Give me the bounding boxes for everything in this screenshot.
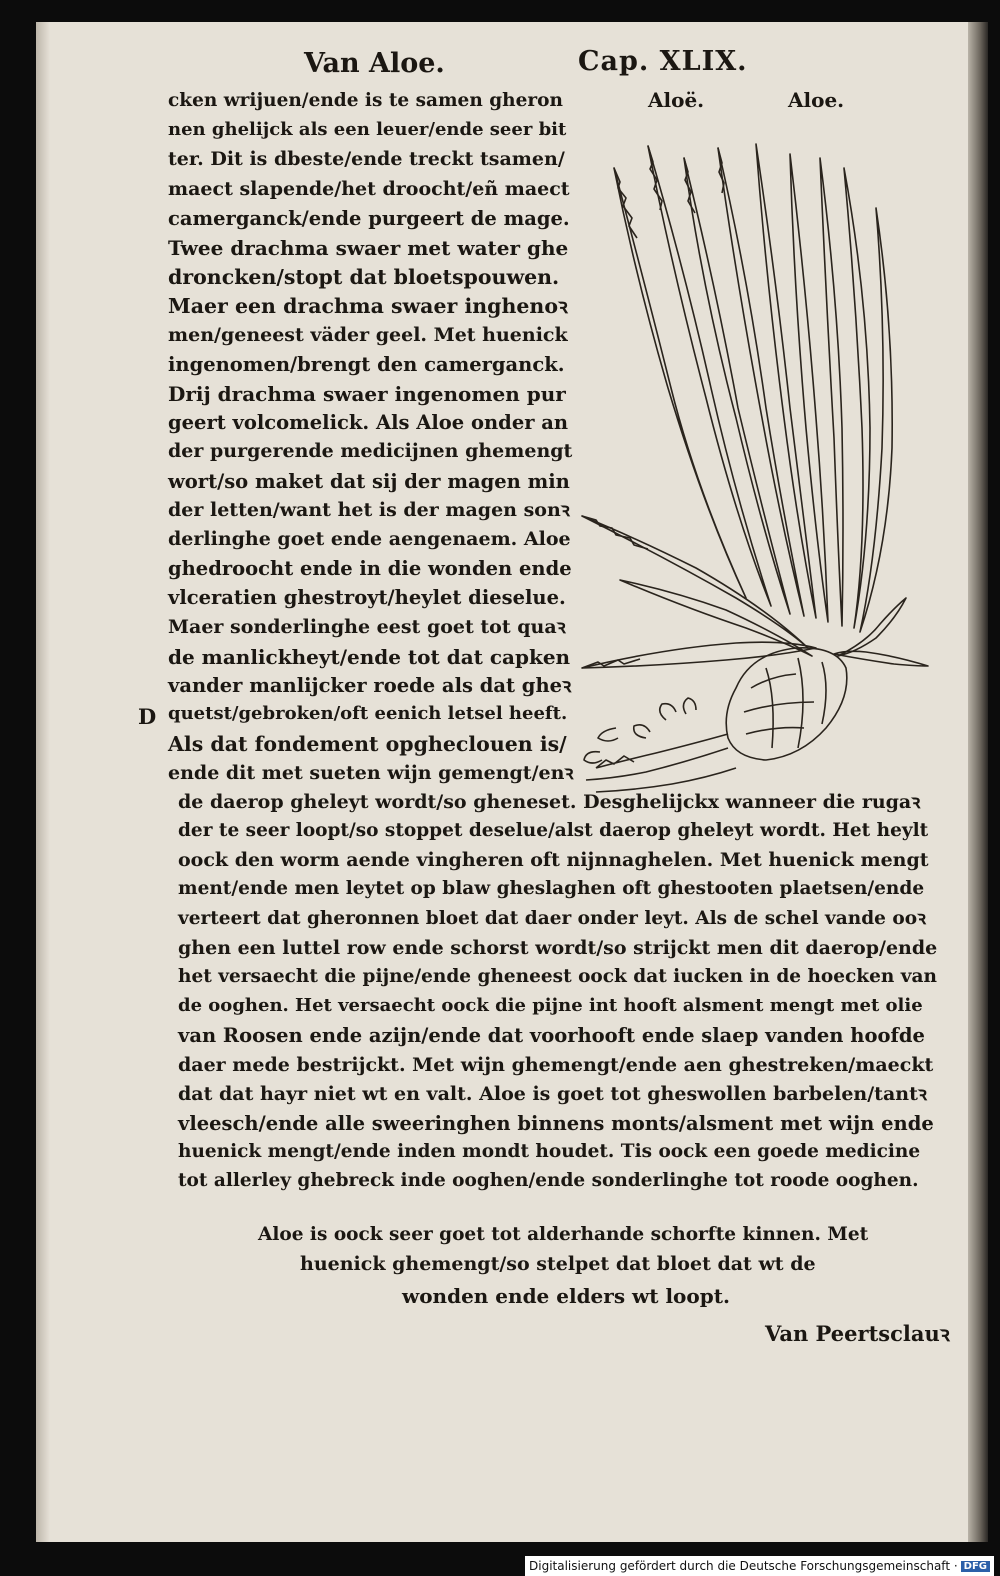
text-line: dat dat hayr niet wt en valt. Aloe is goet tot gheswollen barbelen/tantꝛ [178,1082,927,1105]
text-line: maect slapende/het droocht/eñ maect [168,177,570,200]
dfg-logo: DFG [961,1561,990,1572]
text-line: wort/so maket dat sij der magen min [168,469,570,493]
text-line: de daerop gheleyt wordt/so gheneset. Desghelijckx wanneer die rugaꝛ [178,790,921,813]
text-line: wonden ende elders wt loopt. [402,1284,730,1308]
text-line: vander manlijcker roede als dat gheꝛ [168,674,572,697]
text-line: Maer sonderlinghe eest goet tot quaꝛ [168,615,566,638]
chapter-number: Cap. XLIX. [578,46,748,77]
text-line: de manlickheyt/ende tot dat capken [168,644,571,669]
text-line: huenick ghemengt/so stelpet dat bloet dat wt de [300,1253,816,1275]
text-line: der te seer loopt/so stoppet deselue/alst daerop gheleyt wordt. Het heylt [178,820,929,841]
catchword: Van Peertsclauꝛ [765,1321,950,1346]
text-line: ment/ende men leytet op blaw gheslaghen oft ghestooten plaetsen/ende [178,878,925,900]
text-line: Maer een drachma swaer inghenoꝛ [168,294,568,319]
footer-text: Digitalisierung gefördert durch die Deutsche Forschungsgemeinschaft · [529,1559,958,1573]
text-line: de ooghen. Het versaecht oock die pijne int hooft alsment mengt met olie [178,995,923,1017]
text-line: camerganck/ende purgeert de mage. [168,206,570,230]
text-line: quetst/gebroken/oft eenich letsel heeft. [168,703,568,725]
aloe-illustration [576,128,956,800]
text-line: vleesch/ende alle sweeringhen binnens monts/alsment met wijn ende [178,1112,934,1135]
text-line: Twee drachma swaer met water ghe [168,236,569,260]
text-line: huenick mengt/ende inden mondt houdet. Tis oock een goede medicine [178,1141,921,1163]
page-edge [968,22,988,1542]
text-line: ghen een luttel row ende schorst wordt/so strijckt men dit daerop/ende [178,936,938,959]
text-line: het versaecht die pijne/ende gheneest oock dat iucken in de hoecken van [178,966,937,987]
text-line: vlceratien ghestroyt/heylet dieselue. [168,586,566,610]
text-line: Als dat fondement opgheclouen is/ [168,732,567,757]
text-line: Drij drachma swaer ingenomen pur [168,382,566,406]
text-line: nen ghelijck als een leuer/ende seer bit [168,119,567,141]
text-line: ter. Dit is dbeste/ende treckt tsamen/ [168,148,565,171]
text-line: daer mede bestrijckt. Met wijn ghemengt/ende aen ghestreken/maeckt [178,1053,934,1076]
marginal-letter: D [138,704,157,729]
text-line: tot allerley ghebreck inde ooghen/ende sonderlinghe tot roode ooghen. [178,1170,919,1192]
text-line: ingenomen/brengt den camerganck. [168,352,565,376]
text-line: geert volcomelick. Als Aloe onder an [168,411,569,435]
digitization-footer [525,1556,994,1576]
page-gutter-shadow [36,22,50,1542]
text-line: ghedroocht ende in die wonden ende [168,557,572,581]
text-line: droncken/stopt dat bloetspouwen. [168,265,560,290]
text-line: van Roosen ende azijn/ende dat voorhooft ende slaep vanden hoofde [178,1024,925,1048]
text-line: cken wrijuen/ende is te samen gheron [168,90,563,111]
text-line: men/geneest väder geel. Met huenick [168,323,568,346]
text-line: ende dit met sueten wijn gemengt/enꝛ [168,761,574,784]
text-line: oock den worm aende vingheren oft nijnnaghelen. Met huenick mengt [178,849,929,872]
text-line: Aloe is oock seer goet tot alderhande schorfte kinnen. Met [258,1224,869,1245]
illustration-label-right: Aloe. [788,88,845,112]
running-title: Van Aloe. [304,48,445,79]
text-line: der purgerende medicijnen ghemengt [168,440,573,463]
text-line: der letten/want het is der magen sonꝛ [168,498,570,521]
text-line: verteert dat gheronnen bloet dat daer onder leyt. Als de schel vande ooꝛ [178,907,926,929]
text-line: derlinghe goet ende aengenaem. Aloe [168,528,571,550]
illustration-label-left: Aloë. [648,88,705,112]
